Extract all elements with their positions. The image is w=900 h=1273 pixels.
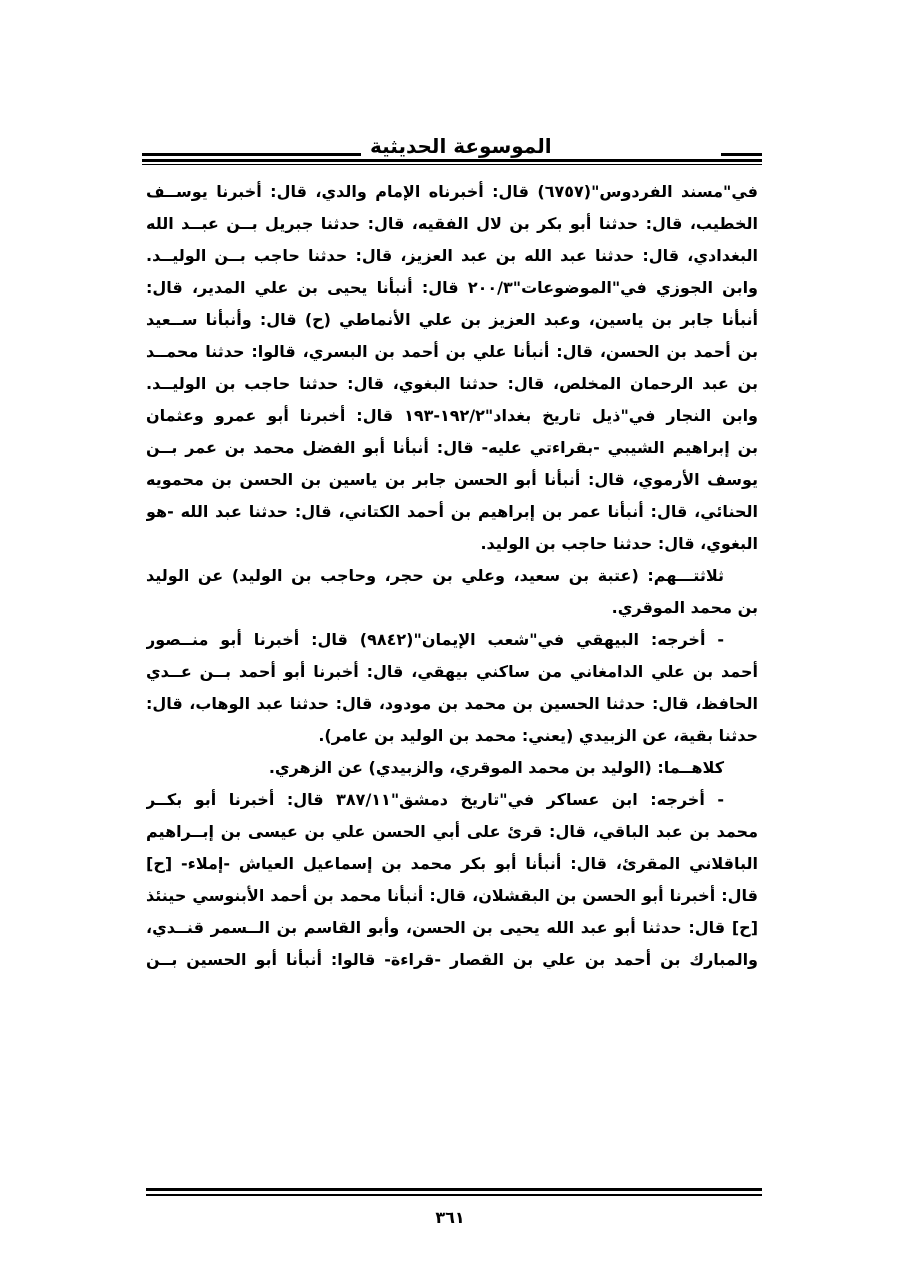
text-line: والمبارك بن أحمد بن علي بن القصار -قراءة- قالوا: أنبأنا أبو الحسين بــن: [146, 950, 758, 969]
footer-rule-thin: [146, 1194, 762, 1196]
text-line: الحنائي، قال: أنبأنا عمر بن إبراهيم بن أحمد الكتاني، قال: حدثنا عبد الله -هو: [146, 502, 758, 521]
text-line: - أخرجه: البيهقي في"شعب الإيمان"(٩٨٤٢) قال: أخبرنا أبو منــصور: [146, 630, 724, 649]
text-line: [ح] قال: حدثنا أبو عبد الله يحيى بن الحسن، وأبو القاسم بن الــسمر قنــدي،: [146, 918, 758, 937]
text-line: يوسف الأرموي، قال: أنبأنا أبو الحسن جابر بن ياسين بن الحسن بن محمويه: [146, 470, 758, 489]
text-line: محمد بن عبد الباقي، قال: قرئ على أبي الحسن علي بن عيسى بن إبــراهيم: [146, 822, 758, 841]
text-line: كلاهــما: (الوليد بن محمد الموقري، والزبيدي) عن الزهري.: [268, 758, 724, 777]
text-line: قال: أخبرنا أبو الحسن بن البقشلان، قال: أنبأنا محمد بن أحمد الأبنوسي حينئذ: [146, 886, 758, 905]
header-rule-right: [721, 153, 762, 156]
text-line: الخطيب، قال: حدثنا أبو بكر بن لال الفقيه، قال: حدثنا جبريل بــن عبــد الله: [146, 214, 758, 233]
text-line: أنبأنا جابر بن ياسين، وعبد العزيز بن علي الأنماطي (ح) قال: وأنبأنا ســعيد: [146, 310, 758, 329]
header-underline-thin: [142, 164, 762, 165]
running-header: [142, 134, 762, 174]
text-line: وابن الجوزي في"الموضوعات"٢٠٠/٣ قال: أنبأنا يحيى بن علي المدير، قال:: [146, 278, 758, 297]
text-line: حدثنا بقية، عن الزبيدي (يعني: محمد بن الوليد بن عامر).: [318, 726, 758, 745]
header-underline-thick: [142, 159, 762, 162]
text-line: - أخرجه: ابن عساكر في"تاريخ دمشق"٣٨٧/١١ قال: أخبرنا أبو بكــر: [146, 790, 724, 809]
text-line: بن إبراهيم الشيبي -بقراءتي عليه- قال: أنبأنا أبو الفضل محمد بن عمر بــن: [146, 438, 758, 457]
header-rule-left: [142, 153, 361, 156]
page-number: ٣٦١: [435, 1208, 465, 1227]
text-line: أحمد بن علي الدامغاني من ساكني بيهقي، قال: أخبرنا أبو أحمد بــن عــدي: [146, 662, 758, 681]
text-line: البغدادي، قال: حدثنا عبد الله بن عبد العزيز، قال: حدثنا حاجب بــن الوليــد.: [146, 246, 758, 265]
header-title: الموسوعة الحديثية: [370, 134, 552, 158]
body-text: [146, 176, 758, 976]
text-line: بن محمد الموقري.: [611, 598, 758, 617]
text-line: في"مسند الفردوس"(٦٧٥٧) قال: أخبرناه الإمام والدي، قال: أخبرنا يوســف: [146, 182, 758, 201]
footer-rule-thick: [146, 1188, 762, 1191]
text-line: الباقلاني المقرئ، قال: أنبأنا أبو بكر محمد بن إسماعيل العياش -إملاء- [ح]: [146, 854, 758, 873]
text-line: وابن النجار في"ذيل تاريخ بغداد"١٩٢/٢-١٩٣ قال: أخبرنا أبو عمرو وعثمان: [146, 406, 758, 425]
text-line: بن عبد الرحمان المخلص، قال: حدثنا البغوي، قال: حدثنا حاجب بن الوليــد.: [146, 374, 758, 393]
text-line: ثلاثتـــهم: (عتبة بن سعيد، وعلي بن حجر، وحاجب بن الوليد) عن الوليد: [146, 566, 724, 585]
text-line: بن أحمد بن الحسن، قال: أنبأنا علي بن أحمد بن البسري، قالوا: حدثنا محمــد: [146, 342, 758, 361]
text-line: الحافظ، قال: حدثنا الحسين بن محمد بن مودود، قال: حدثنا عبد الوهاب، قال:: [146, 694, 758, 713]
text-line: البغوي، قال: حدثنا حاجب بن الوليد.: [480, 534, 758, 553]
